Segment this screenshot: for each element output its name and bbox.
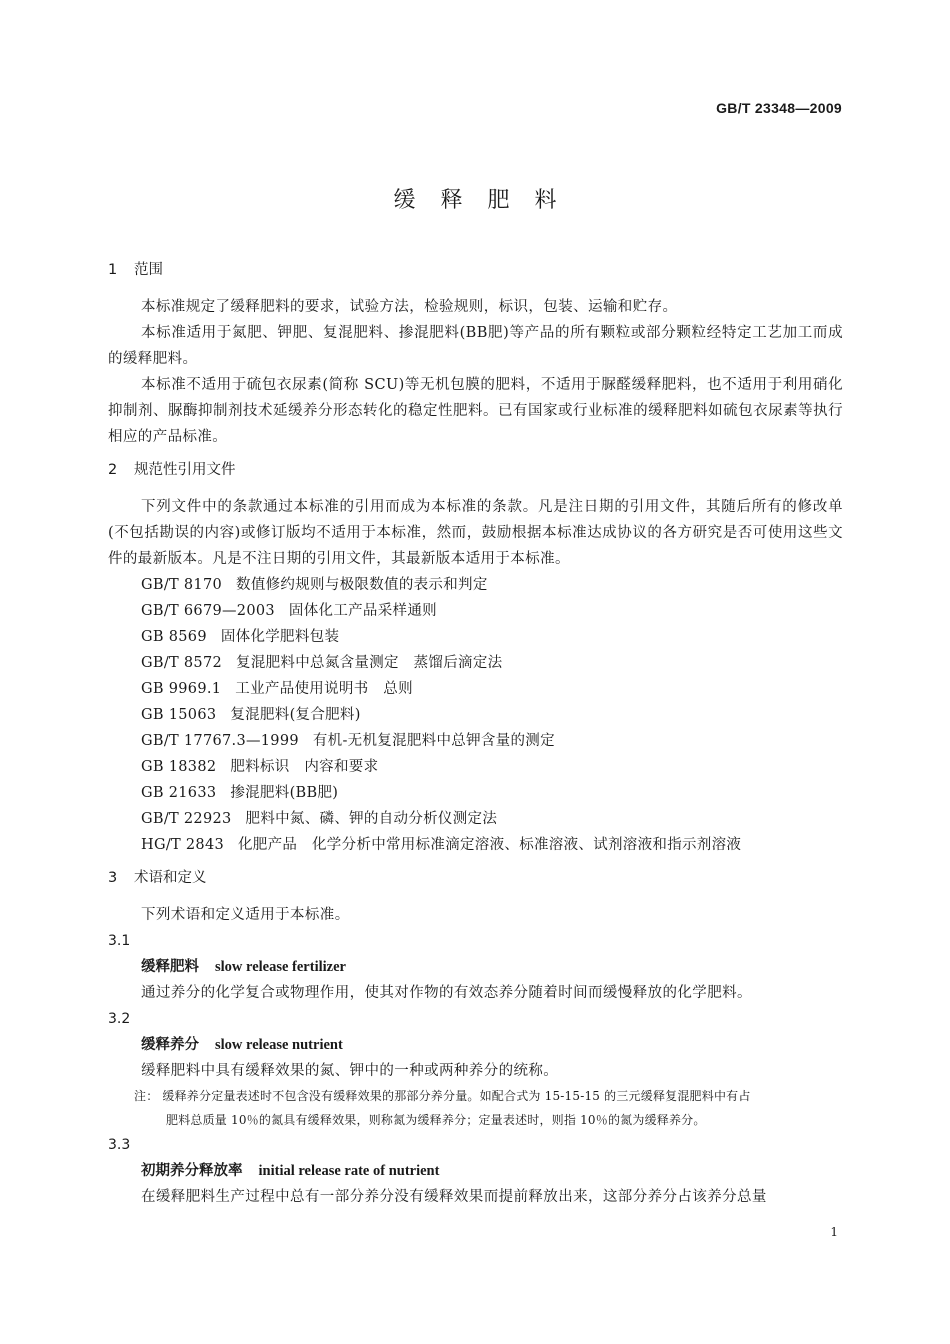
section-title: 规范性引用文件 [134,462,236,478]
standard-code: GB/T 23348—2009 [716,100,842,116]
paragraph: 下列术语和定义适用于本标准。 [141,907,350,923]
reference-item: GB/T 6679—2003 固体化工产品采样通则 [141,603,437,619]
section-title: 术语和定义 [134,870,207,886]
document-body [108,260,843,1210]
paragraph: 本标准不适用于硫包衣尿素(简称 SCU)等无机包膜的肥料，不适用于脲醛缓释肥料，也不适用于利用硝化抑制剂、脲酶抑制剂技术延缓养分形态转化的稳定性肥料。已有国家或行业标准的缓释肥料如硫包衣尿素等执行相应的产品标准。 [108,377,843,445]
section-2-heading [108,460,843,480]
paragraph: 本标准规定了缓释肥料的要求，试验方法，检验规则，标识，包装、运输和贮存。 [141,299,678,315]
section-number: 2 [108,462,118,478]
document-title: 缓释肥料 [393,188,582,213]
section-3-heading [108,868,843,888]
reference-item: GB/T 22923 肥料中氮、磷、钾的自动分析仪测定法 [141,811,498,827]
reference-item: GB 15063 复混肥料(复合肥料) [141,707,361,723]
paragraph: 本标准适用于氮肥、钾肥、复混肥料、掺混肥料(BB肥)等产品的所有颗粒或部分颗粒经特定工艺加工而成的缓释肥料。 [108,325,843,367]
term-number: 3.1 [108,933,131,949]
reference-item: HG/T 2843 化肥产品 化学分析中常用标准滴定溶液、标准溶液、试剂溶液和指示剂溶液 [141,837,742,853]
term-heading: 缓释肥料 slow release fertilizer [141,959,346,975]
paragraph: 下列文件中的条款通过本标准的引用而成为本标准的条款。凡是注日期的引用文件，其随后所有的修改单(不包括勘误的内容)或修订版均不适用于本标准，然而，鼓励根据本标准达成协议的各方研究是否可使用这些文件的最新版本。凡是不注日期的引用文件，其最新版本适用于本标准。 [108,499,843,567]
term-number: 3.2 [108,1011,131,1027]
reference-item: GB/T 17767.3—1999 有机-无机复混肥料中总钾含量的测定 [141,733,555,749]
term-definition: 在缓释肥料生产过程中总有一部分养分没有缓释效果而提前释放出来，这部分养分占该养分总量 [141,1189,767,1205]
term-heading: 缓释养分 slow release nutrient [141,1037,343,1053]
term-definition: 通过养分的化学复合或物理作用，使其对作物的有效态养分随着时间而缓慢释放的化学肥料。 [141,985,752,1001]
term-note: 注： 缓释养分定量表述时不包含没有缓释效果的那部分养分量。如配合式为 15-15-15 的三元缓释复混肥料中有占 [134,1089,751,1103]
reference-item: GB/T 8572 复混肥料中总氮含量测定 蒸馏后滴定法 [141,655,503,671]
page-number: 1 [830,1225,838,1239]
term-number: 3.3 [108,1137,131,1153]
reference-item: GB 8569 固体化学肥料包装 [141,629,340,645]
section-number: 3 [108,870,118,886]
term-note-continuation: 肥料总质量 10％的氮具有缓释效果，则称氮为缓释养分；定量表述时，则指 10％的氮为缓释养分。 [166,1113,706,1127]
section-title: 范围 [134,262,163,278]
reference-item: GB 21633 掺混肥料(BB肥) [141,785,339,801]
term-heading: 初期养分释放率 initial release rate of nutrient [141,1163,440,1179]
reference-item: GB 18382 肥料标识 内容和要求 [141,759,379,775]
section-number: 1 [108,262,118,278]
term-definition: 缓释肥料中具有缓释效果的氮、钾中的一种或两种养分的统称。 [141,1063,559,1079]
reference-item: GB 9969.1 工业产品使用说明书 总则 [141,681,413,697]
section-1-heading [108,260,843,280]
reference-item: GB/T 8170 数值修约规则与极限数值的表示和判定 [141,577,488,593]
